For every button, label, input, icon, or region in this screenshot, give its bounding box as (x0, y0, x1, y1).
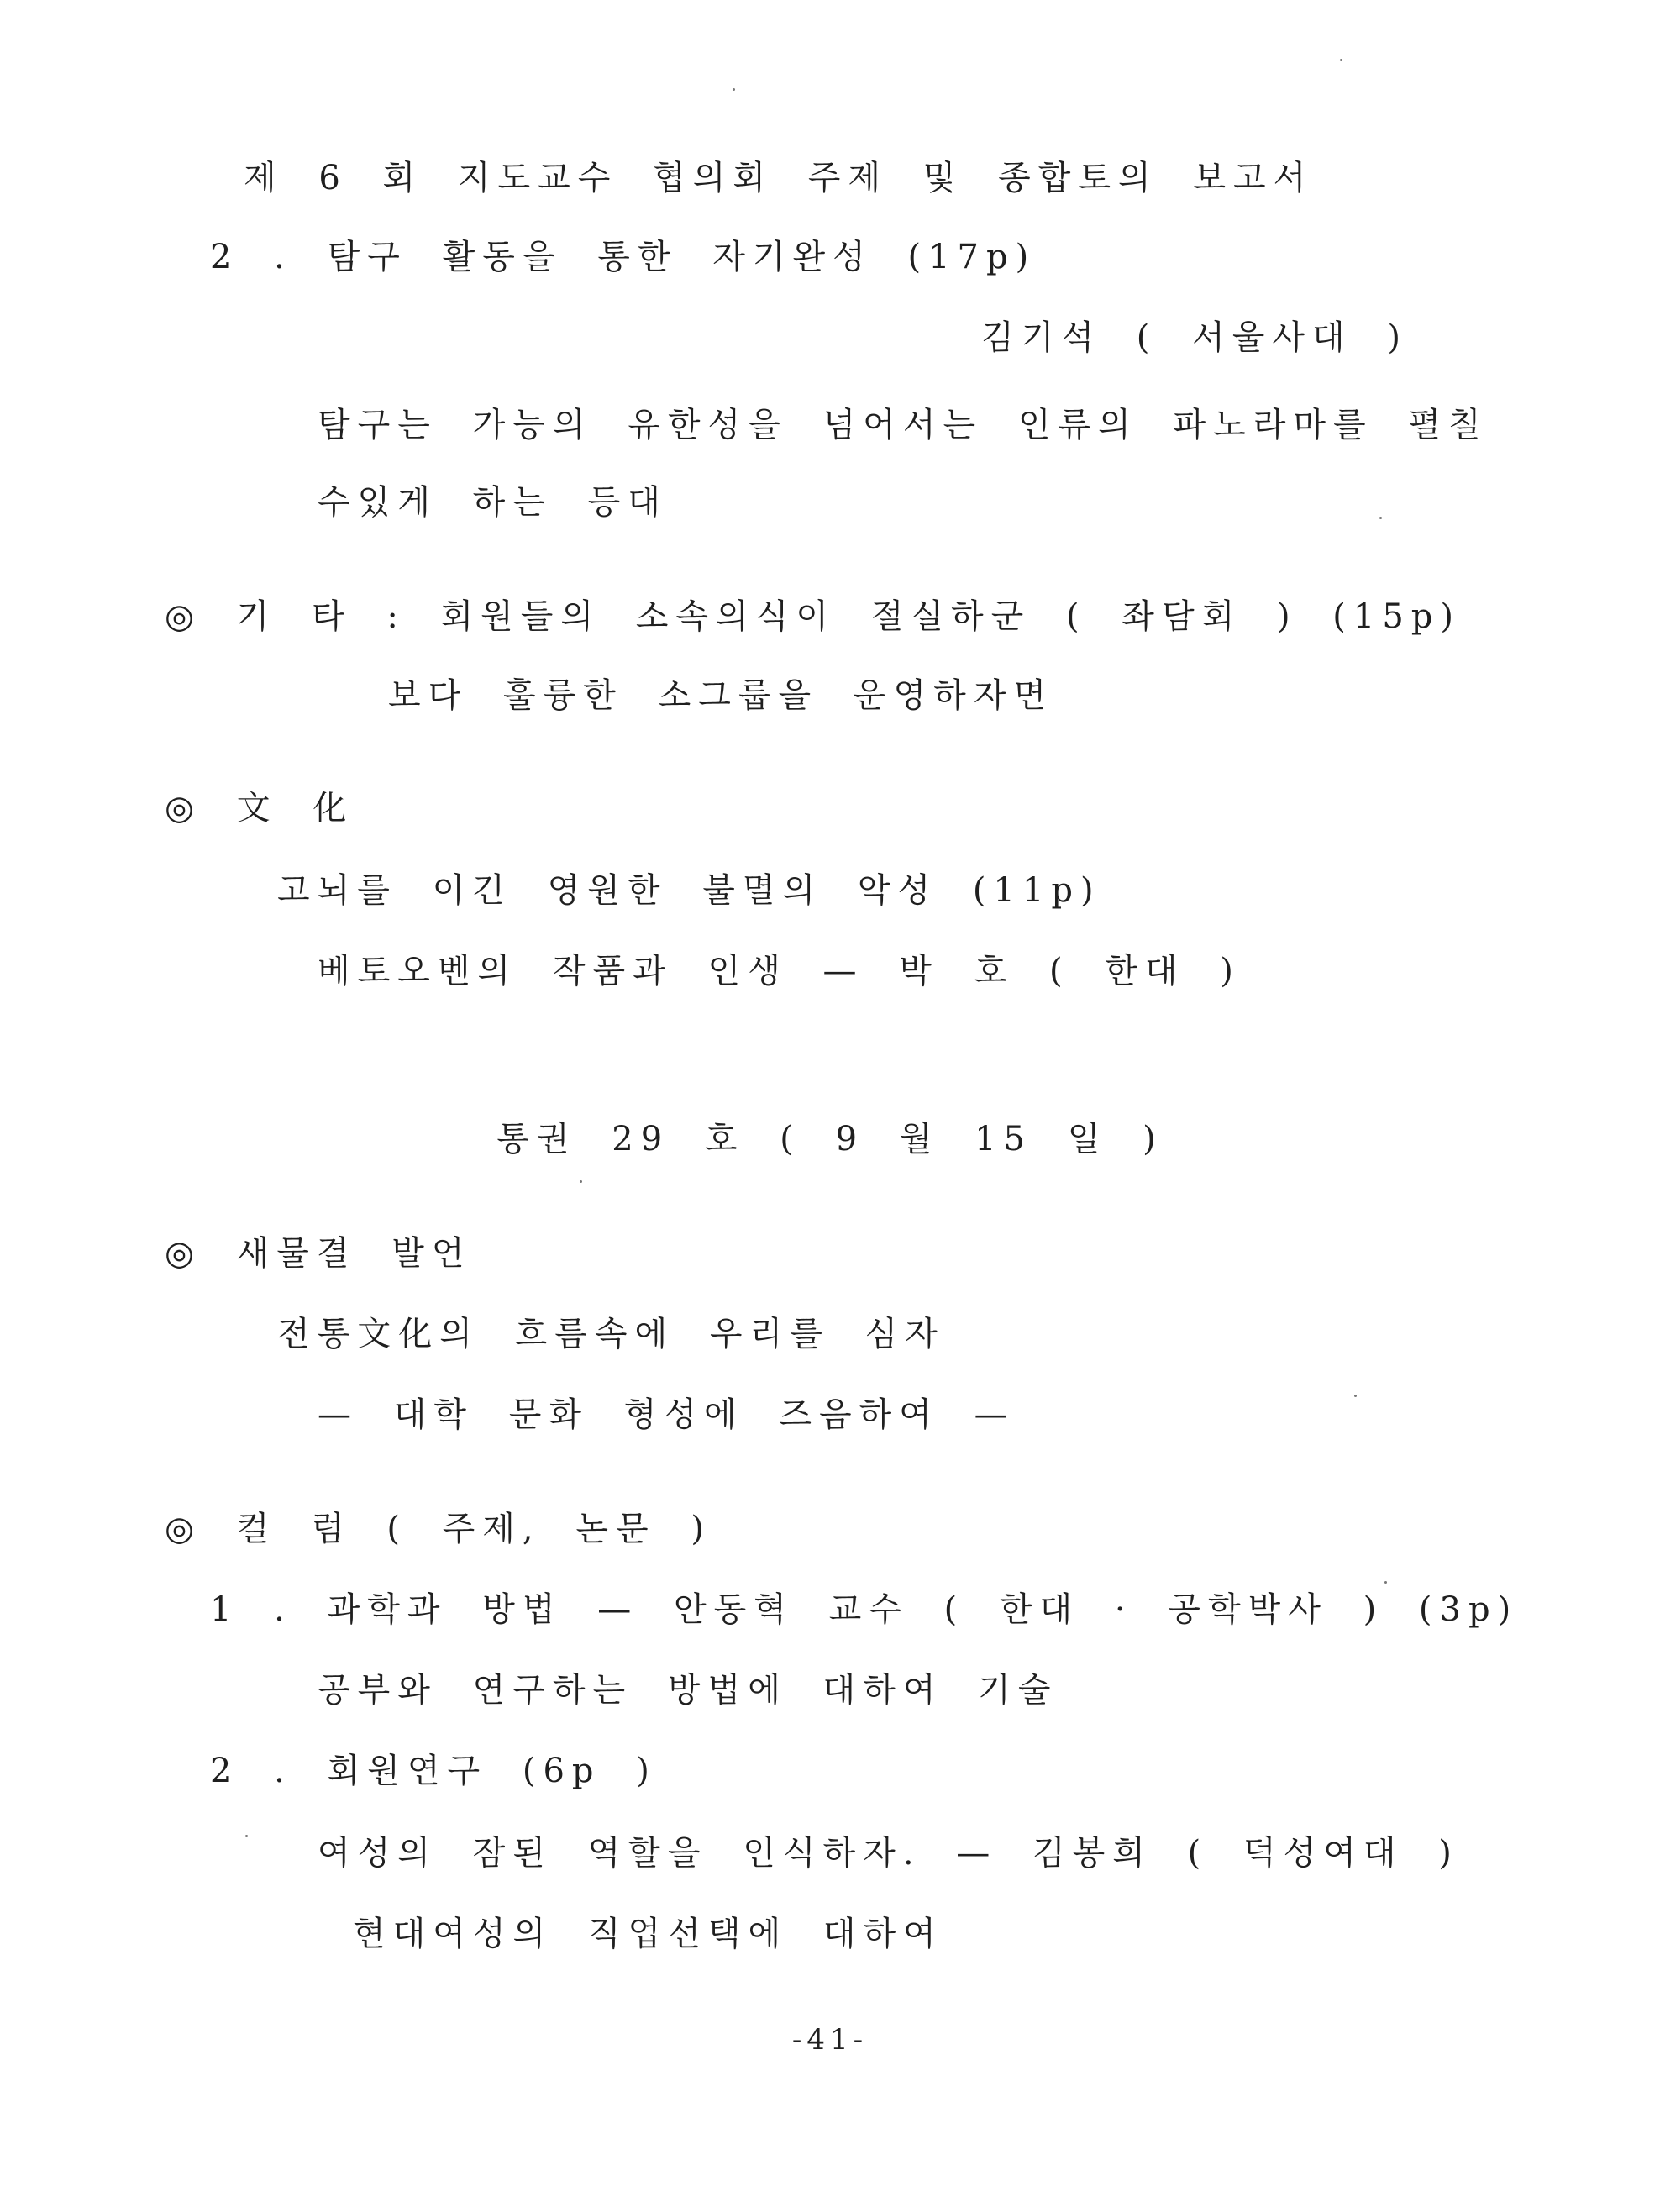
section-heading: ◎ 文 化 (165, 789, 355, 828)
scan-speck (1340, 59, 1342, 61)
item-heading: 고뇌를 이긴 영원한 불멸의 악성 (11p) (277, 871, 1101, 910)
item-text: 현대여성의 직업선택에 대하여 (353, 1915, 943, 1953)
item-text: 여성의 잠된 역할을 인식하자. — 김봉희 ( 덕성여대 ) (318, 1834, 1459, 1873)
report-title: 제 6 회 지도교수 협의회 주제 및 종합토의 보고서 (244, 159, 1314, 197)
section-heading: ◎ 새물결 발언 (165, 1234, 472, 1273)
item-heading: 전통文化의 흐름속에 우리를 심자 (277, 1315, 945, 1353)
scan-speck (1384, 1581, 1387, 1584)
item-text: 수있게 하는 등대 (318, 483, 668, 522)
item-text: 베토오벤의 작품과 인생 — 박 호 ( 한대 ) (318, 952, 1241, 990)
item-subtitle: — 대학 문화 형성에 즈음하여 — (318, 1395, 1016, 1434)
section-heading: ◎ 컬 럼 ( 주제, 논문 ) (165, 1510, 712, 1548)
author: 김기석 ( 서울사대 ) (981, 318, 1408, 357)
scan-speck (733, 88, 735, 91)
item-heading: 2 . 탐구 활동을 통한 자기완성 (17p) (210, 238, 1037, 276)
item-text: 보다 훌륭한 소그룹을 운영하자면 (388, 676, 1054, 715)
scan-speck (1354, 1395, 1357, 1397)
item-text: 탐구는 가능의 유한성을 넘어서는 인류의 파노라마를 펼칠 (318, 406, 1489, 444)
item-text: 공부와 연구하는 방법에 대하여 기술 (318, 1671, 1059, 1710)
item-heading: 2 . 회원연구 (6p ) (210, 1752, 657, 1790)
scan-speck (245, 1835, 248, 1837)
issue-heading: 통권 29 호 ( 9 월 15 일 ) (496, 1120, 1164, 1159)
scan-speck (1379, 517, 1382, 519)
scan-speck (580, 1180, 582, 1183)
item-heading: 1 . 과학과 방법 — 안동혁 교수 ( 한대 · 공학박사 ) (3p) (210, 1590, 1519, 1629)
page-number: -41- (791, 2023, 869, 2057)
section-heading: ◎ 기 타 : 회원들의 소속의식이 절실하군 ( 좌담회 ) (15p) (165, 597, 1461, 636)
